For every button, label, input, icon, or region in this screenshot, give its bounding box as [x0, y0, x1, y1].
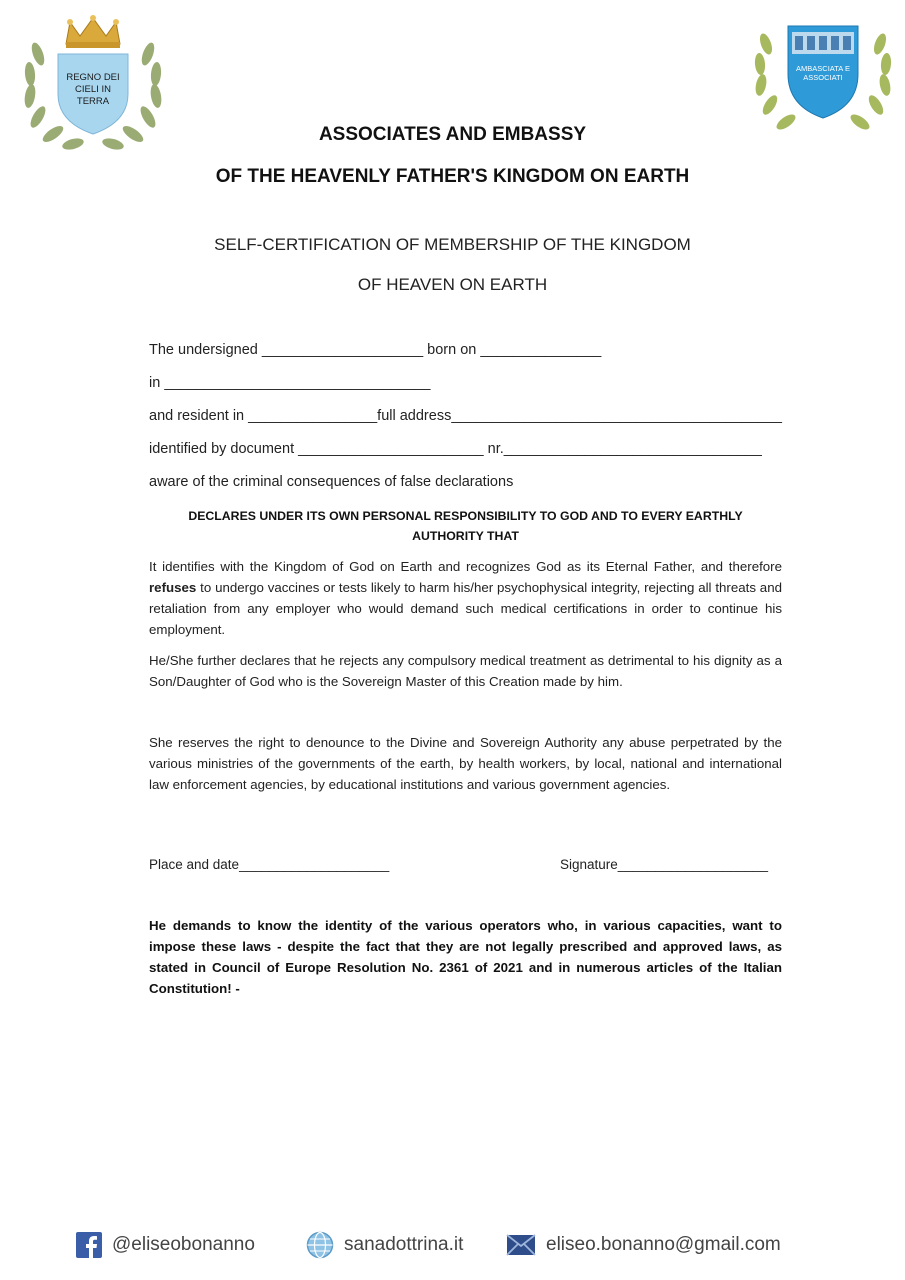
subtitle-line-1: SELF-CERTIFICATION OF MEMBERSHIP OF THE KINGDOM	[214, 235, 691, 254]
p1-text-before: It identifies with the Kingdom of God on Earth and recognizes God as its Eternal Father, and therefore	[149, 559, 782, 574]
footer-website[interactable]	[306, 1228, 463, 1262]
form-undersigned-line: The undersigned ____________________ born on _______________	[149, 342, 602, 358]
envelope-icon	[506, 1234, 536, 1256]
footer-email[interactable]	[506, 1228, 781, 1262]
form-residence-line: and resident in ________________full address_________________________________________	[149, 408, 782, 424]
title-line-2: OF THE HEAVENLY FATHER'S KINGDOM ON EARTH	[215, 166, 690, 187]
declaration-paragraph-3: She reserves the right to denounce to the Divine and Sovereign Authority any abuse perpetrated by the various ministries of the governments of the earth, by health workers, by local, national and international law enforcement agencies, by educational institutions and various government agencies.	[149, 735, 782, 792]
facebook-icon	[76, 1232, 102, 1258]
form-awareness-line: aware of the criminal consequences of false declarations	[149, 474, 514, 490]
place-date-field: Place and date____________________	[149, 857, 390, 872]
facebook-handle[interactable]: @eliseobonanno	[112, 1234, 255, 1255]
signature-field: Signature____________________	[560, 857, 768, 872]
title-line-1: ASSOCIATES AND EMBASSY	[318, 124, 587, 145]
email-address[interactable]: eliseo.bonanno@gmail.com	[546, 1234, 781, 1255]
subtitle-line-2: OF HEAVEN ON EARTH	[357, 275, 548, 294]
p1-text-after: to undergo vaccines or tests likely to harm his/her psychophysical integrity, rejecting all threats and retaliation from any employer who would demand such medical certifications in order to continue his employment.	[149, 580, 782, 637]
closing-statement: He demands to know the identity of the various operators who, in various capacities, want to impose these laws - despite the fact that they are not legally prescribed and approved laws, as stated in Council of Europe Resolution No. 2361 of 2021 and in numerous articles of the Italian Constitution! -	[149, 918, 782, 996]
logo-right-text: AMBASCIATA E ASSOCIATI	[796, 64, 850, 82]
globe-icon	[306, 1231, 334, 1259]
website-link[interactable]: sanadottrina.it	[344, 1234, 464, 1255]
declaration-heading	[149, 506, 782, 546]
declaration-heading-line-2: AUTHORITY THAT	[412, 529, 519, 543]
footer-facebook[interactable]	[76, 1228, 255, 1262]
form-document-line: identified by document _______________________ nr.________________________________	[149, 441, 762, 457]
declaration-paragraph-1	[149, 556, 782, 640]
declaration-heading-line-1: DECLARES UNDER ITS OWN PERSONAL RESPONSIBILITY TO GOD AND TO EVERY EARTHLY	[188, 509, 743, 523]
form-birthplace-line: in _________________________________	[149, 375, 431, 391]
p1-bold-refuses: refuses	[149, 580, 197, 595]
declaration-paragraph-2: He/She further declares that he rejects any compulsory medical treatment as detrimental to his dignity as a Son/Daughter of God who is the Sovereign Master of this Creation made by him.	[149, 653, 782, 689]
logo-left-text: REGNO DEI CIELI IN TERRA	[66, 72, 120, 107]
crown-icon	[66, 15, 120, 48]
